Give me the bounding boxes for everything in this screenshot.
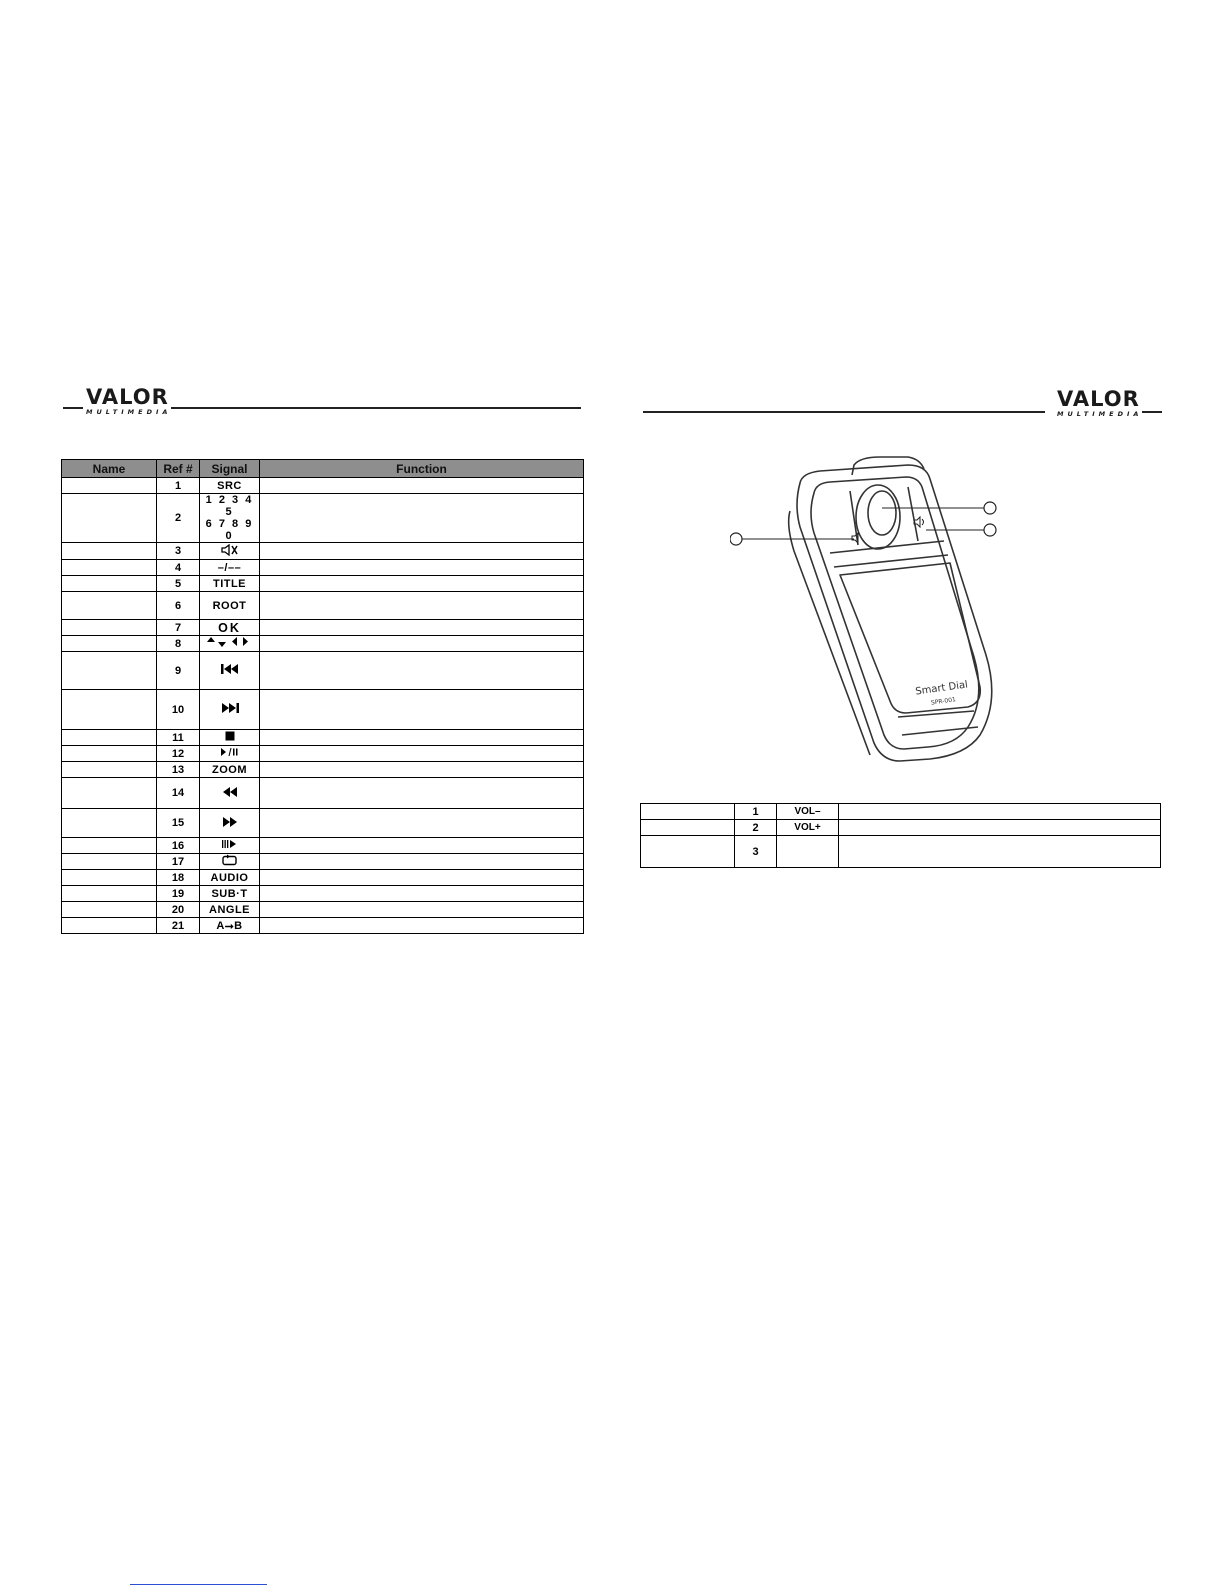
- signal-cell: [200, 636, 260, 652]
- table-row: [62, 902, 584, 918]
- function-cell: [260, 560, 584, 576]
- function-cell: [260, 854, 584, 870]
- ref-cell: 2: [157, 494, 200, 543]
- function-cell: [260, 809, 584, 838]
- function-cell: [260, 746, 584, 762]
- ref-cell: 6: [157, 592, 200, 620]
- name-cell: [62, 902, 157, 918]
- header-signal: Signal: [200, 460, 260, 478]
- name-cell: [62, 746, 157, 762]
- previous-icon: [220, 663, 240, 675]
- signal-cell: AUDIO: [200, 870, 260, 886]
- function-cell: [839, 804, 1161, 820]
- table-row: [62, 543, 584, 560]
- signal-cell: SRC: [200, 478, 260, 494]
- right-logo: [1057, 387, 1143, 418]
- name-cell: [62, 870, 157, 886]
- ref-cell: 7: [157, 620, 200, 636]
- name-cell: [62, 730, 157, 746]
- signal-cell: [200, 690, 260, 730]
- ref-cell: 4: [157, 560, 200, 576]
- right-header-rule-short: [1142, 411, 1162, 413]
- ref-cell: 3: [157, 543, 200, 560]
- repeat-icon: [221, 854, 239, 866]
- name-cell: [62, 494, 157, 543]
- ref-cell: 10: [157, 690, 200, 730]
- callouts: [730, 495, 1010, 555]
- smart-dial-table: [640, 803, 1161, 868]
- name-cell: [62, 592, 157, 620]
- number-keys-row-1: 1 2 3 4 5: [205, 494, 254, 518]
- ref-cell: 20: [157, 902, 200, 918]
- name-cell: [62, 809, 157, 838]
- signal-cell: [200, 809, 260, 838]
- header-ref: Ref #: [157, 460, 200, 478]
- name-cell: [62, 543, 157, 560]
- ref-cell: 18: [157, 870, 200, 886]
- device-label-line1: Smart Dial: [914, 679, 969, 698]
- signal-cell: ANGLE: [200, 902, 260, 918]
- function-cell: [260, 494, 584, 543]
- next-icon: [220, 702, 240, 714]
- name-cell: [62, 478, 157, 494]
- signal-cell: –/––: [200, 560, 260, 576]
- table-row: [641, 820, 1161, 836]
- signal-cell: [200, 778, 260, 809]
- function-cell: [260, 543, 584, 560]
- name-cell: [62, 838, 157, 854]
- table-row: [641, 836, 1161, 868]
- table-row: [62, 809, 584, 838]
- signal-cell: ROOT: [200, 592, 260, 620]
- table-row: [62, 918, 584, 934]
- signal-cell: ZOOM: [200, 762, 260, 778]
- logo-brand: VALOR: [86, 385, 169, 409]
- name-cell: [641, 820, 735, 836]
- device-label-line2: SPR-001: [930, 696, 957, 707]
- ref-cell: 1: [735, 804, 777, 820]
- table-row: [62, 762, 584, 778]
- table-row: [62, 494, 584, 543]
- signal-cell: OK: [200, 620, 260, 636]
- callout-circle-3: [984, 502, 996, 514]
- ref-cell: 9: [157, 652, 200, 690]
- fast-forward-icon: [221, 816, 239, 828]
- name-cell: [641, 836, 735, 868]
- name-cell: [62, 778, 157, 809]
- function-cell: [260, 478, 584, 494]
- name-cell: [62, 576, 157, 592]
- ref-cell: 14: [157, 778, 200, 809]
- signal-cell: [200, 730, 260, 746]
- function-cell: [260, 592, 584, 620]
- rewind-icon: [221, 786, 239, 798]
- ref-cell: 3: [735, 836, 777, 868]
- signal-cell: [777, 836, 839, 868]
- name-cell: [62, 652, 157, 690]
- function-cell: [260, 652, 584, 690]
- function-cell: [260, 636, 584, 652]
- table-row: [62, 730, 584, 746]
- name-cell: [62, 854, 157, 870]
- function-cell: [260, 576, 584, 592]
- logo-sub: MULTIMEDIA: [1057, 410, 1143, 418]
- header-function: Function: [260, 460, 584, 478]
- function-cell: [839, 820, 1161, 836]
- table-row: [62, 870, 584, 886]
- name-cell: [62, 620, 157, 636]
- ref-cell: 15: [157, 809, 200, 838]
- name-cell: [641, 804, 735, 820]
- stop-icon: [224, 730, 236, 742]
- signal-cell: VOL–: [777, 804, 839, 820]
- ref-cell: 5: [157, 576, 200, 592]
- callout-circle-1: [730, 533, 742, 545]
- signal-cell: [200, 543, 260, 560]
- table-header-row: [62, 460, 584, 478]
- left-logo: [86, 385, 172, 416]
- function-cell: [260, 838, 584, 854]
- table-row: [62, 854, 584, 870]
- signal-cell: [200, 494, 260, 543]
- signal-cell: A⭢B: [200, 918, 260, 934]
- play-pause-icon: [220, 747, 240, 757]
- table-row: [62, 690, 584, 730]
- function-cell: [839, 836, 1161, 868]
- function-cell: [260, 778, 584, 809]
- table-row: [62, 652, 584, 690]
- name-cell: [62, 690, 157, 730]
- function-cell: [260, 886, 584, 902]
- function-cell: [260, 690, 584, 730]
- name-cell: [62, 918, 157, 934]
- remote-signal-table: [61, 459, 584, 934]
- table-row: [62, 636, 584, 652]
- table-row: [62, 838, 584, 854]
- header-name: Name: [62, 460, 157, 478]
- table-row: [62, 576, 584, 592]
- arrow-keys-icon: [205, 636, 255, 648]
- function-cell: [260, 620, 584, 636]
- name-cell: [62, 886, 157, 902]
- slow-play-icon: [221, 839, 239, 849]
- function-cell: [260, 902, 584, 918]
- table-row: [62, 746, 584, 762]
- ref-cell: 13: [157, 762, 200, 778]
- signal-cell: [200, 746, 260, 762]
- signal-cell: [200, 652, 260, 690]
- ref-cell: 1: [157, 478, 200, 494]
- logo-brand: VALOR: [1057, 387, 1140, 411]
- signal-cell: VOL+: [777, 820, 839, 836]
- callout-circle-2: [984, 524, 996, 536]
- right-header-rule-long: [643, 411, 1045, 413]
- ref-cell: 21: [157, 918, 200, 934]
- function-cell: [260, 918, 584, 934]
- table-row: [62, 592, 584, 620]
- ref-cell: 12: [157, 746, 200, 762]
- signal-cell: [200, 838, 260, 854]
- function-cell: [260, 870, 584, 886]
- signal-cell: SUB·T: [200, 886, 260, 902]
- ref-cell: 19: [157, 886, 200, 902]
- table-row: [62, 886, 584, 902]
- signal-cell: TITLE: [200, 576, 260, 592]
- device-label: [915, 679, 970, 708]
- ref-cell: 16: [157, 838, 200, 854]
- ref-cell: 17: [157, 854, 200, 870]
- number-keys-row-2: 6 7 8 9 0: [205, 518, 254, 542]
- left-header-rule-long: [171, 407, 581, 409]
- signal-cell: [200, 854, 260, 870]
- name-cell: [62, 762, 157, 778]
- ref-cell: 2: [735, 820, 777, 836]
- logo-sub: MULTIMEDIA: [86, 408, 172, 416]
- device-base: [898, 711, 978, 735]
- ref-cell: 8: [157, 636, 200, 652]
- name-cell: [62, 636, 157, 652]
- name-cell: [62, 560, 157, 576]
- table-row: [641, 804, 1161, 820]
- function-cell: [260, 730, 584, 746]
- mute-icon: [221, 544, 239, 556]
- table-row: [62, 560, 584, 576]
- table-row: [62, 478, 584, 494]
- function-cell: [260, 762, 584, 778]
- table-row: [62, 778, 584, 809]
- table-row: [62, 620, 584, 636]
- ref-cell: 11: [157, 730, 200, 746]
- left-header-rule-short: [63, 407, 83, 409]
